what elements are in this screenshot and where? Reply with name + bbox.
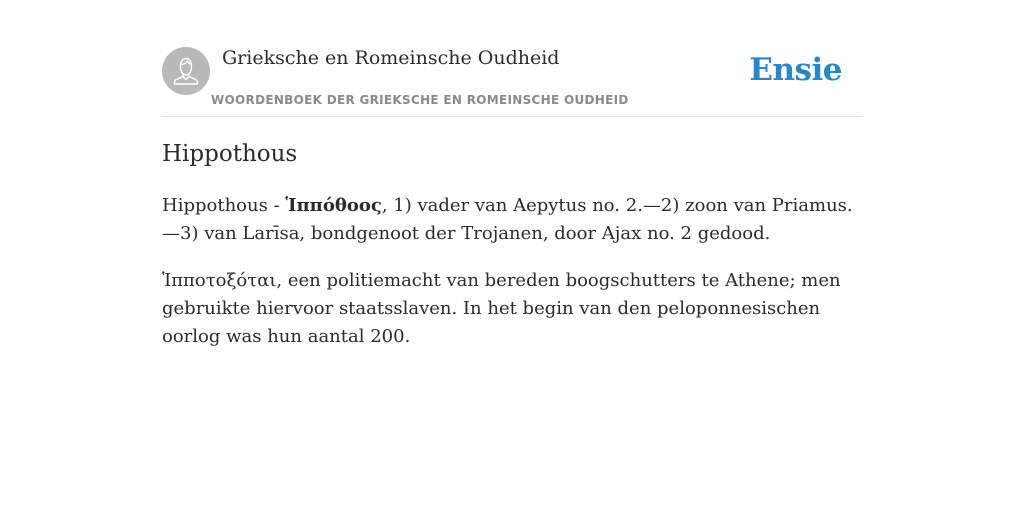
entry-title: Hippothous (162, 141, 298, 167)
dictionary-header (162, 46, 862, 117)
dictionary-subtitle: WOORDENBOEK DER GRIEKSCHE EN ROMEINSCHE OUDHEID (211, 93, 629, 107)
greek-term: Ἱππόθοος (285, 195, 382, 216)
entry-paragraph-second: Ἱπποτοξόται, een politiemacht van bereden boogschutters te Athene; men gebruikte hiervoor staatsslaven. In het begin van den peloponnesischen oorlog was hun aantal 200. (162, 270, 841, 347)
dictionary-title[interactable]: Grieksche en Romeinsche Oudheid (222, 47, 560, 69)
entry-paragraph (162, 192, 862, 248)
entry-content (162, 138, 862, 351)
entry-lead: Hippothous - (162, 195, 286, 216)
avatar[interactable] (162, 47, 210, 95)
entry-definition: , 1) vader van Aepytus no. 2.—2) zoon van Priamus.—3) van Larīsa, bondgenoot der Trojanen, door Ajax no. 2 gedood. (162, 195, 853, 244)
user-icon (162, 47, 210, 95)
ensie-logo[interactable]: Ensie (749, 52, 842, 88)
